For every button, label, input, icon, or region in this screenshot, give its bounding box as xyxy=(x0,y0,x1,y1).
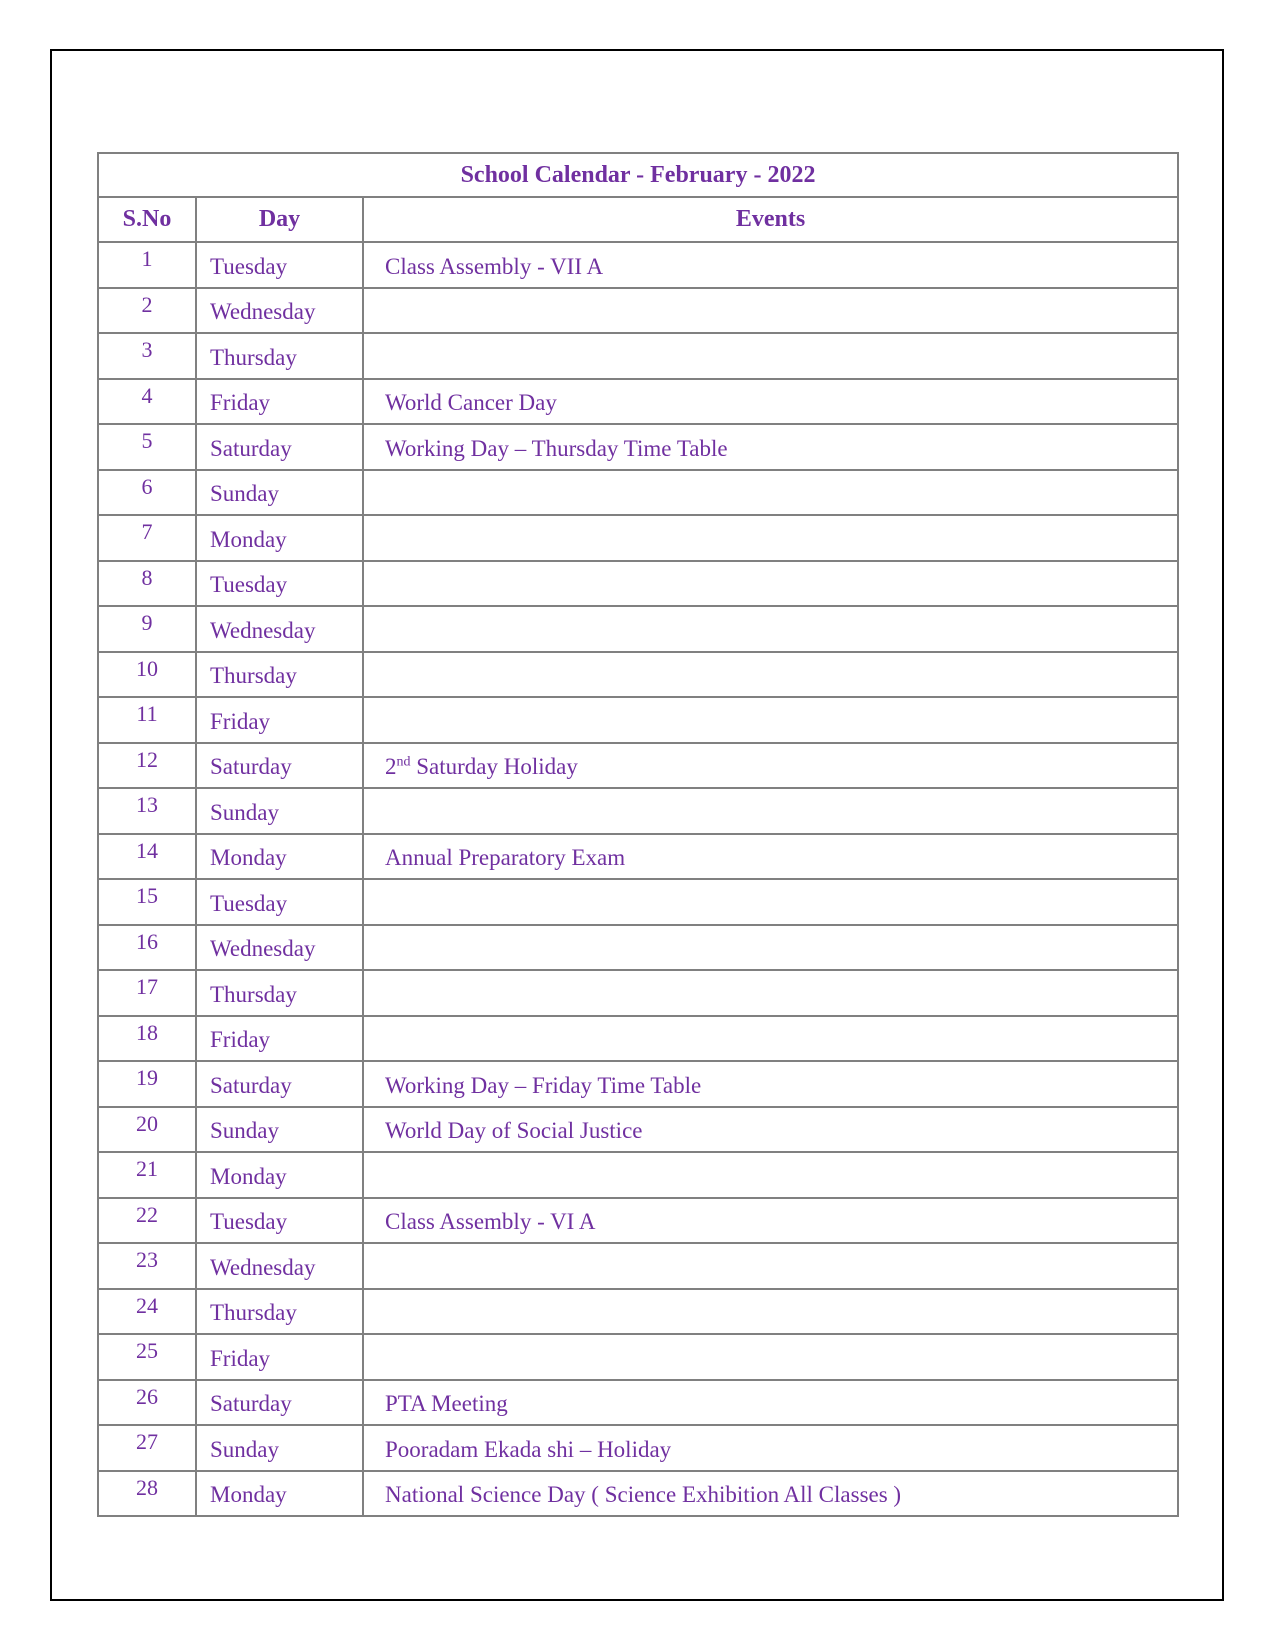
table-row xyxy=(98,1152,1178,1198)
sno-cell: 5 xyxy=(98,424,196,470)
day-cell: Friday xyxy=(196,1016,363,1062)
table-row xyxy=(98,606,1178,652)
day-cell: Sunday xyxy=(196,1425,363,1471)
sno-cell: 2 xyxy=(98,288,196,334)
table-row xyxy=(98,515,1178,561)
table-title: School Calendar - February - 2022 xyxy=(98,153,1178,197)
sno-cell: 17 xyxy=(98,970,196,1016)
sno-cell: 14 xyxy=(98,834,196,880)
day-cell: Tuesday xyxy=(196,1198,363,1244)
event-cell: World Cancer Day xyxy=(363,379,1178,425)
table-row xyxy=(98,788,1178,834)
event-cell: Working Day – Thursday Time Table xyxy=(363,424,1178,470)
table-row xyxy=(98,697,1178,743)
title-row xyxy=(98,153,1178,197)
sno-cell: 8 xyxy=(98,561,196,607)
sno-cell: 1 xyxy=(98,242,196,288)
sno-cell: 10 xyxy=(98,652,196,698)
table-row xyxy=(98,1380,1178,1426)
sno-cell: 27 xyxy=(98,1425,196,1471)
event-cell: World Day of Social Justice xyxy=(363,1107,1178,1153)
event-cell: Pooradam Ekada shi – Holiday xyxy=(363,1425,1178,1471)
event-cell: 2nd Saturday Holiday xyxy=(363,743,1178,789)
sno-cell: 6 xyxy=(98,470,196,516)
calendar-rows xyxy=(98,242,1178,1516)
sno-cell: 4 xyxy=(98,379,196,425)
event-cell xyxy=(363,879,1178,925)
day-cell: Saturday xyxy=(196,1061,363,1107)
sno-cell: 23 xyxy=(98,1243,196,1289)
table-row xyxy=(98,333,1178,379)
page-border-frame xyxy=(50,49,1224,1601)
sno-cell: 25 xyxy=(98,1334,196,1380)
event-cell xyxy=(363,925,1178,971)
event-cell: Annual Preparatory Exam xyxy=(363,834,1178,880)
day-cell: Sunday xyxy=(196,470,363,516)
day-cell: Thursday xyxy=(196,1289,363,1335)
table-row xyxy=(98,1289,1178,1335)
column-header-events: Events xyxy=(363,197,1178,242)
sno-cell: 19 xyxy=(98,1061,196,1107)
day-cell: Monday xyxy=(196,1152,363,1198)
table-row xyxy=(98,1334,1178,1380)
sno-cell: 18 xyxy=(98,1016,196,1062)
day-cell: Tuesday xyxy=(196,561,363,607)
day-cell: Thursday xyxy=(196,652,363,698)
table-row xyxy=(98,288,1178,334)
event-cell xyxy=(363,1334,1178,1380)
day-cell: Thursday xyxy=(196,970,363,1016)
sno-cell: 11 xyxy=(98,697,196,743)
event-cell xyxy=(363,606,1178,652)
table-row xyxy=(98,1243,1178,1289)
event-cell xyxy=(363,333,1178,379)
table-row xyxy=(98,834,1178,880)
day-cell: Monday xyxy=(196,834,363,880)
table-row xyxy=(98,1425,1178,1471)
day-cell: Friday xyxy=(196,379,363,425)
table-row xyxy=(98,424,1178,470)
table-row xyxy=(98,1061,1178,1107)
sno-cell: 16 xyxy=(98,925,196,971)
sno-cell: 7 xyxy=(98,515,196,561)
calendar-table xyxy=(97,152,1179,1517)
sno-cell: 22 xyxy=(98,1198,196,1244)
event-cell xyxy=(363,970,1178,1016)
day-cell: Thursday xyxy=(196,333,363,379)
table-row xyxy=(98,379,1178,425)
event-cell xyxy=(363,288,1178,334)
table-row xyxy=(98,879,1178,925)
event-cell: PTA Meeting xyxy=(363,1380,1178,1426)
event-cell: Working Day – Friday Time Table xyxy=(363,1061,1178,1107)
event-cell xyxy=(363,561,1178,607)
event-cell xyxy=(363,1016,1178,1062)
day-cell: Sunday xyxy=(196,788,363,834)
sno-cell: 28 xyxy=(98,1471,196,1517)
day-cell: Wednesday xyxy=(196,606,363,652)
event-cell xyxy=(363,1243,1178,1289)
day-cell: Wednesday xyxy=(196,925,363,971)
event-cell xyxy=(363,515,1178,561)
sno-cell: 20 xyxy=(98,1107,196,1153)
sno-cell: 9 xyxy=(98,606,196,652)
event-cell: Class Assembly - VII A xyxy=(363,242,1178,288)
sno-cell: 12 xyxy=(98,743,196,789)
sno-cell: 15 xyxy=(98,879,196,925)
table-row xyxy=(98,652,1178,698)
table-row xyxy=(98,970,1178,1016)
table-row xyxy=(98,1107,1178,1153)
day-cell: Saturday xyxy=(196,743,363,789)
table-row xyxy=(98,561,1178,607)
day-cell: Friday xyxy=(196,1334,363,1380)
table-row xyxy=(98,470,1178,516)
event-cell: Class Assembly - VI A xyxy=(363,1198,1178,1244)
column-header-sno: S.No xyxy=(98,197,196,242)
day-cell: Saturday xyxy=(196,1380,363,1426)
table-row xyxy=(98,1471,1178,1517)
event-cell xyxy=(363,1152,1178,1198)
day-cell: Monday xyxy=(196,515,363,561)
event-cell xyxy=(363,697,1178,743)
column-header-day: Day xyxy=(196,197,363,242)
day-cell: Wednesday xyxy=(196,1243,363,1289)
day-cell: Monday xyxy=(196,1471,363,1517)
day-cell: Wednesday xyxy=(196,288,363,334)
sno-cell: 21 xyxy=(98,1152,196,1198)
day-cell: Tuesday xyxy=(196,242,363,288)
event-cell xyxy=(363,652,1178,698)
day-cell: Saturday xyxy=(196,424,363,470)
day-cell: Sunday xyxy=(196,1107,363,1153)
table-row xyxy=(98,925,1178,971)
event-cell xyxy=(363,470,1178,516)
sno-cell: 13 xyxy=(98,788,196,834)
day-cell: Friday xyxy=(196,697,363,743)
event-cell xyxy=(363,788,1178,834)
event-cell xyxy=(363,1289,1178,1335)
header-row xyxy=(98,197,1178,242)
table-row xyxy=(98,242,1178,288)
event-cell: National Science Day ( Science Exhibition All Classes ) xyxy=(363,1471,1178,1517)
table-row xyxy=(98,1016,1178,1062)
table-row xyxy=(98,1198,1178,1244)
table-row xyxy=(98,743,1178,789)
sno-cell: 3 xyxy=(98,333,196,379)
sno-cell: 26 xyxy=(98,1380,196,1426)
sno-cell: 24 xyxy=(98,1289,196,1335)
day-cell: Tuesday xyxy=(196,879,363,925)
